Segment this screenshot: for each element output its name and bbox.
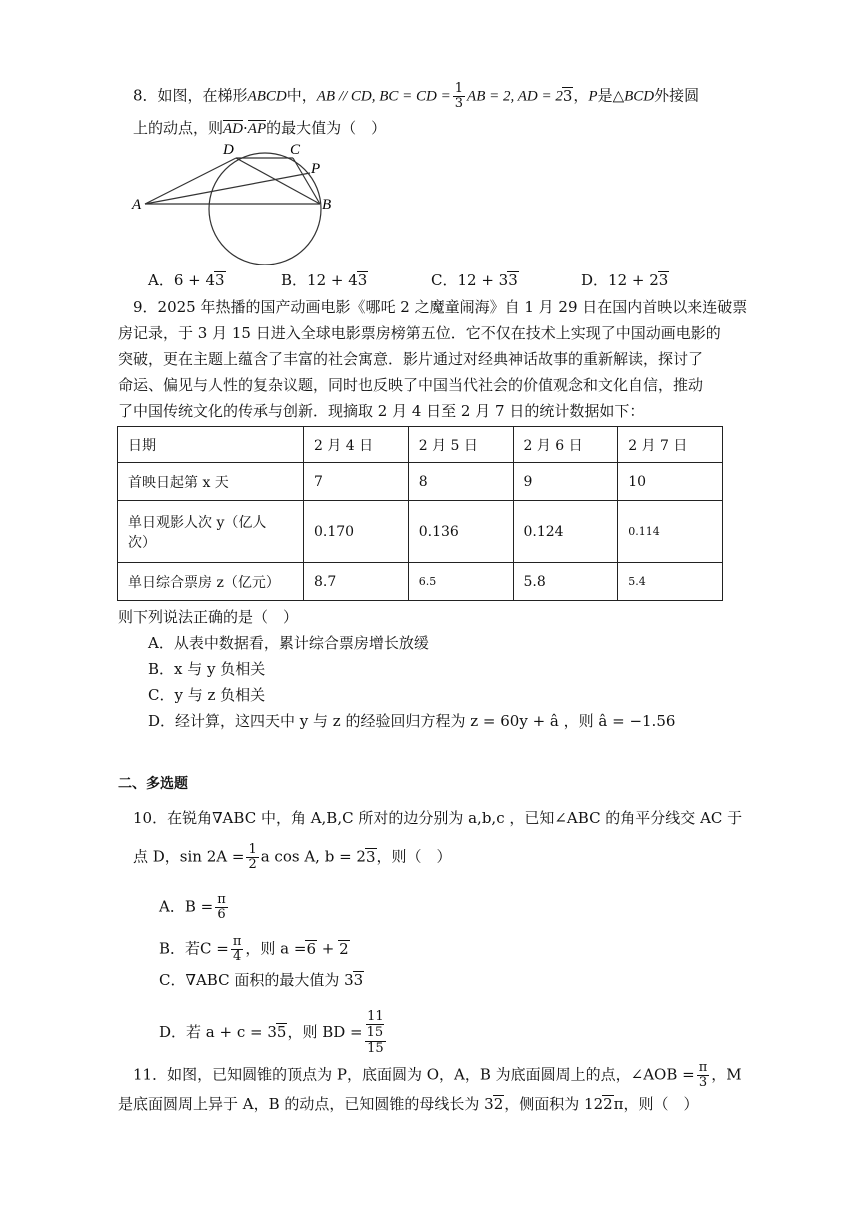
q10-line1: 10．在锐角∇ABC 中，角 A,B,C 所对的边分别为 a,b,c ，已知∠ABC 的角平分线交 AC 于 [133,809,743,827]
segment-db [236,158,320,204]
q10-option-b: B．若C = $\frac{\pi}{4}$ ，则 a =6 + 2 [159,934,349,964]
q10-option-c: C．∇ABC 面积的最大值为 33 [159,971,364,989]
q9-option-b: B．x 与 y 负相关 [148,660,266,678]
label-b: B [322,197,332,213]
q11-line1: 11．如图，已知圆锥的顶点为 P，底面圆为 O，A，B 为底面圆周上的点，∠AOB = $\frac{\pi}{3}$ ，M [133,1060,742,1090]
fraction-one-half: $\frac{1}{2}$ [248,842,257,872]
table-cell: 8 [408,463,513,501]
q8-option-d: D．12 + 23 [581,271,669,289]
segment-ap [145,173,310,204]
q8-line1: 8．如图，在梯形ABCD中，AB // CD, BC = CD = $\frac{1}{3}$ AB = 2, AD = 23，P是△BCD外接圆 [133,81,700,111]
q9-line5: 了中国传统文化的传承与创新．现摘取 2 月 4 日至 2 月 7 日的统计数据如下： [118,402,645,420]
vector-ap: AP [247,121,267,137]
q9-option-c: C．y 与 z 负相关 [148,686,266,704]
trapezoid-circle-figure [125,140,345,265]
table-header-cell: 2 月 4 日 [304,427,409,463]
table-cell: 0.114 [618,501,723,563]
fraction-pi-6: $\frac{\pi}{6}$ [217,892,226,922]
table-cell: 0.170 [304,501,409,563]
q9-option-d: D．经计算，这四天中 y 与 z 的经验回归方程为 z = 60y + â ，则 â = −1.56 [148,712,676,730]
table-cell: 单日综合票房 z（亿元） [118,563,304,601]
table-cell [118,501,304,563]
q9-line2: 房记录，于 3 月 15 日进入全球电影票房榜第五位．它不仅在技术上实现了中国动画电影的 [118,324,721,342]
table-cell: 10 [618,463,723,501]
section-heading: 二、多选题 [118,776,188,792]
table-cell: 5.4 [618,563,723,601]
table-cell: 6.5 [408,563,513,601]
q8-option-c: C．12 + 33 [431,271,518,289]
table-row [118,501,723,563]
q10-option-a: A．B = $\frac{\pi}{6}$ [159,892,226,922]
circumcircle [209,153,321,265]
q8-option-b: B．12 + 43 [281,271,368,289]
q11-line2: 是底面圆周上异于 A，B 的动点，已知圆锥的母线长为 32，侧面积为 122π，则（ ） [118,1095,699,1113]
statistics-table [117,426,723,601]
cell-text-line: 次） [128,534,156,551]
q9-line3: 突破，更在主题上蕴含了丰富的社会寓意．影片通过对经典神话故事的重新解读，探讨了 [118,350,704,368]
fraction-one-third: $\frac{1}{3}$ [454,81,464,111]
table-cell: 0.124 [513,501,618,563]
fraction-pi-3: $\frac{\pi}{3}$ [698,1060,708,1090]
q8-option-a: A．6 + 43 [148,271,225,289]
table-row [118,463,723,501]
table-cell: 5.8 [513,563,618,601]
q8-line2: 上的动点，则AD·AP的最大值为（ ） [133,119,387,137]
table-header-cell: 2 月 7 日 [618,427,723,463]
q9-line1: 9．2025 年热播的国产动画电影《哪吒 2 之魔童闹海》自 1 月 29 日在国内首映以来连破票 [133,298,748,316]
label-c: C [290,142,301,158]
vector-ad: AD [223,121,244,137]
q10-line2: 点 D，sin 2A = $\frac{1}{2}$ a cos A, b = 23，则（ ） [133,842,452,872]
table-cell: 8.7 [304,563,409,601]
table-header-cell: 日期 [118,427,304,463]
table-row [118,563,723,601]
cell-text-line: 单日观影人次 y（亿人 [128,514,267,531]
q10-option-d: D．若 a + c = 35，则 BD = 11 15 15 [159,1010,388,1056]
fraction-pi-4: $\frac{\pi}{4}$ [232,934,242,964]
table-cell: 首映日起第 x 天 [118,463,304,501]
label-p: P [311,161,321,177]
segment-ad [145,158,236,204]
table-header-cell: 2 月 6 日 [513,427,618,463]
table-cell: 7 [304,463,409,501]
q9-ask: 则下列说法正确的是（ ） [118,608,299,626]
table-header-cell: 2 月 5 日 [408,427,513,463]
fraction-bd: 11 15 15 [365,1010,387,1056]
q9-line4: 命运、偏见与人性的复杂议题，同时也反映了中国当代社会的价值观念和文化自信，推动 [118,376,704,394]
table-cell: 0.136 [408,501,513,563]
label-a: A [132,197,142,213]
label-d: D [223,142,234,158]
table-row [118,427,723,463]
table-cell: 9 [513,463,618,501]
q9-option-a: A．从表中数据看，累计综合票房增长放缓 [148,634,429,652]
